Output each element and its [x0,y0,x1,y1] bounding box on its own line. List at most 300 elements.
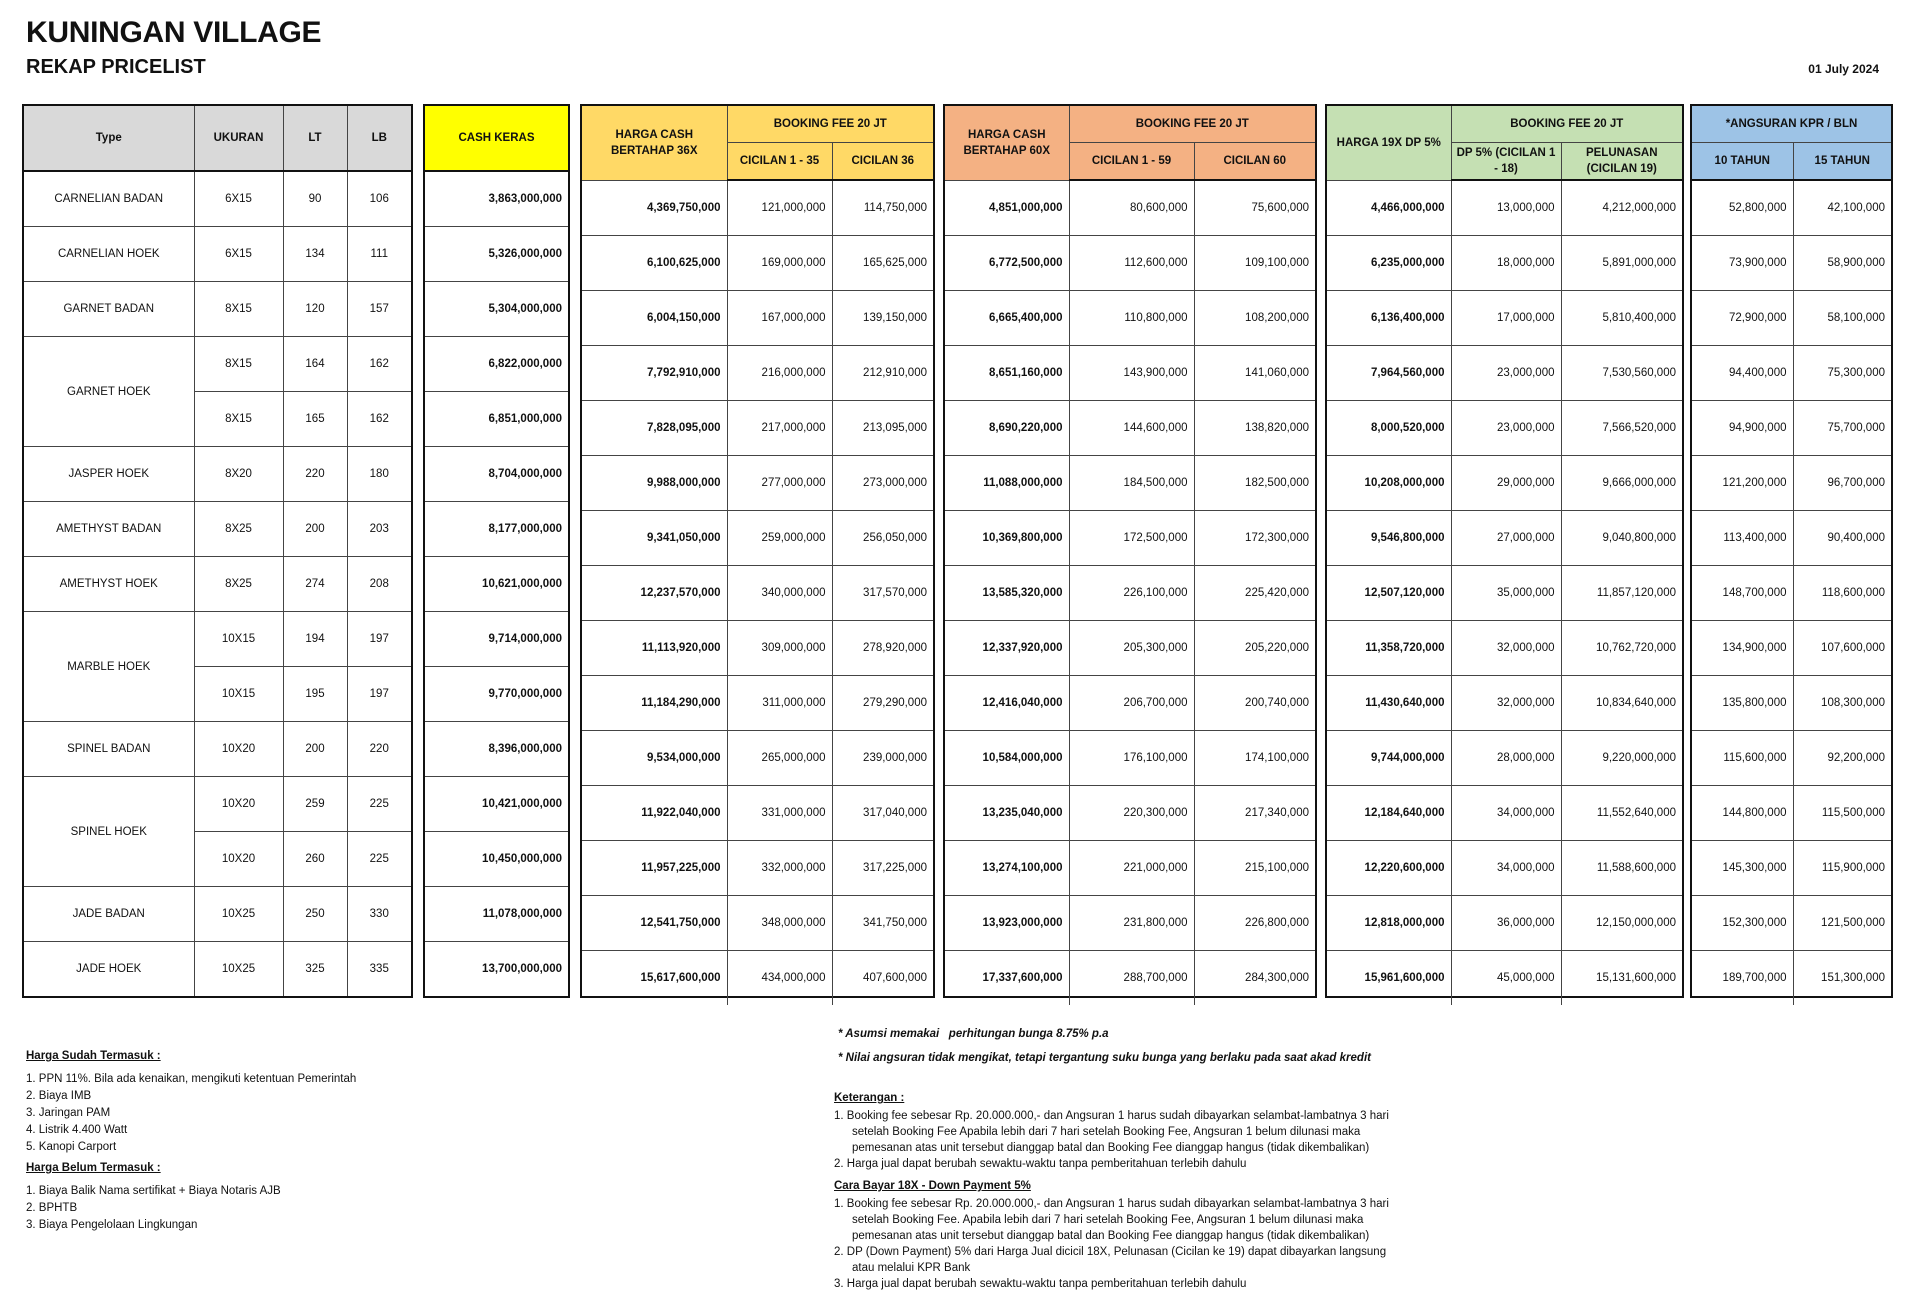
table-row [945,841,1315,896]
cell-15-tahun: 151,300,000 [1793,951,1891,1006]
cell-cicilan-1-35: 121,000,000 [727,180,832,236]
cell-pelunasan: 4,212,000,000 [1561,180,1682,236]
cell-10-tahun: 72,900,000 [1692,291,1793,346]
cell-lt: 165 [283,392,347,447]
table-row [1692,731,1891,786]
table-row [945,676,1315,731]
cell-15-tahun: 115,500,000 [1793,786,1891,841]
cell-15-tahun: 42,100,000 [1793,180,1891,236]
cell-harga-19x: 15,961,600,000 [1327,951,1451,1006]
table-row [24,942,411,997]
cell-lb: 162 [347,392,411,447]
table-row [24,337,411,392]
table-row [582,511,933,566]
cell-lt: 259 [283,777,347,832]
cell-15-tahun: 75,300,000 [1793,346,1891,401]
document-subtitle: REKAP PRICELIST [26,56,206,78]
cell-ukuran: 6X15 [194,227,283,282]
cell-15-tahun: 75,700,000 [1793,401,1891,456]
header-cash-keras: CASH KERAS [425,106,568,171]
cell-cicilan-1-59: 288,700,000 [1069,951,1194,1006]
header-cicilan-60: CICILAN 60 [1194,143,1315,181]
included-list [26,1071,356,1156]
cell-lb: 106 [347,171,411,227]
header-harga-60x: HARGA CASH BERTAHAP 60X [945,106,1069,180]
table-row [945,951,1315,1006]
cell-cicilan-36: 239,000,000 [832,731,933,786]
table-row [24,447,411,502]
kpr-body [1692,106,1891,1005]
cell-15-tahun: 108,300,000 [1793,676,1891,731]
cell-harga-36x: 9,341,050,000 [582,511,727,566]
list-item: 3. Jaringan PAM [26,1107,111,1119]
table-row [24,227,411,282]
cell-type: JADE BADAN [24,887,194,942]
cell-cicilan-60: 200,740,000 [1194,676,1315,731]
cell-type: JADE HOEK [24,942,194,997]
table-row [24,612,411,667]
footnote-interest: * Asumsi memakai perhitungan bunga 8.75% p.a [838,1028,1109,1040]
cell-ukuran: 8X20 [194,447,283,502]
table-row [1327,786,1682,841]
cell-dp-5: 36,000,000 [1451,896,1561,951]
cell-type: AMETHYST BADAN [24,502,194,557]
header-cicilan-1-59: CICILAN 1 - 59 [1069,143,1194,181]
table-row [582,786,933,841]
cell-cicilan-1-35: 311,000,000 [727,676,832,731]
list-item: 1. Biaya Balik Nama sertifikat + Biaya Notaris AJB [26,1185,281,1197]
cell-lb: 197 [347,612,411,667]
table-block-19x-dp [1325,104,1684,998]
cell-cicilan-60: 215,100,000 [1194,841,1315,896]
cell-harga-19x: 12,818,000,000 [1327,896,1451,951]
header-type: Type [24,106,194,171]
table-row [1327,456,1682,511]
header-booking-fee-19x: BOOKING FEE 20 JT [1451,106,1682,143]
cell-harga-60x: 13,585,320,000 [945,566,1069,621]
cell-harga-60x: 13,274,100,000 [945,841,1069,896]
cell-harga-19x: 6,235,000,000 [1327,236,1451,291]
cell-10-tahun: 144,800,000 [1692,786,1793,841]
cara-bayar-title: Cara Bayar 18X - Down Payment 5% [834,1180,1031,1192]
cell-cicilan-1-35: 167,000,000 [727,291,832,346]
cell-15-tahun: 115,900,000 [1793,841,1891,896]
header-ukuran: UKURAN [194,106,283,171]
table-row [24,171,411,227]
cell-cash-keras: 8,704,000,000 [425,447,568,502]
list-item: setelah Booking Fee Apabila lebih dari 7 hari setelah Booking Fee, Angsuran 1 belum dilunasi maka [852,1126,1361,1138]
cell-cicilan-60: 284,300,000 [1194,951,1315,1006]
cell-lt: 250 [283,887,347,942]
header-booking-fee-60x: BOOKING FEE 20 JT [1069,106,1315,143]
cell-pelunasan: 9,220,000,000 [1561,731,1682,786]
cell-type: SPINEL HOEK [24,777,194,887]
cash-36x-body [582,106,933,1005]
cell-ukuran: 10X20 [194,777,283,832]
cell-15-tahun: 118,600,000 [1793,566,1891,621]
table-row [425,447,568,502]
table-row [945,511,1315,566]
cell-cash-keras: 6,851,000,000 [425,392,568,447]
table-row [1692,786,1891,841]
cara-bayar-list [834,1196,1389,1292]
table-row [425,227,568,282]
cell-cash-keras: 5,326,000,000 [425,227,568,282]
cell-15-tahun: 121,500,000 [1793,896,1891,951]
cell-pelunasan: 11,588,600,000 [1561,841,1682,896]
list-item: 3. Biaya Pengelolaan Lingkungan [26,1219,198,1231]
cell-ukuran: 10X20 [194,832,283,887]
cell-15-tahun: 96,700,000 [1793,456,1891,511]
table-row [1327,180,1682,236]
cell-15-tahun: 107,600,000 [1793,621,1891,676]
table-row [1327,951,1682,1006]
table-row [1692,291,1891,346]
cell-dp-5: 34,000,000 [1451,841,1561,896]
cell-15-tahun: 90,400,000 [1793,511,1891,566]
cell-cash-keras: 8,177,000,000 [425,502,568,557]
cell-cicilan-60: 75,600,000 [1194,180,1315,236]
cell-dp-5: 28,000,000 [1451,731,1561,786]
header-cicilan-1-35: CICILAN 1 - 35 [727,143,832,181]
cell-type: MARBLE HOEK [24,612,194,722]
keterangan-list [834,1108,1389,1172]
included-title: Harga Sudah Termasuk : [26,1050,161,1062]
cell-cicilan-36: 279,290,000 [832,676,933,731]
cell-type: GARNET HOEK [24,337,194,447]
table-row [24,502,411,557]
list-item: 2. Biaya IMB [26,1090,92,1102]
cell-cicilan-36: 165,625,000 [832,236,933,291]
document-title: KUNINGAN VILLAGE [26,16,322,49]
cell-cicilan-60: 108,200,000 [1194,291,1315,346]
cell-pelunasan: 15,131,600,000 [1561,951,1682,1006]
cell-10-tahun: 152,300,000 [1692,896,1793,951]
cell-15-tahun: 58,100,000 [1793,291,1891,346]
cell-15-tahun: 58,900,000 [1793,236,1891,291]
table-row [1692,401,1891,456]
cell-10-tahun: 148,700,000 [1692,566,1793,621]
table-row [582,621,933,676]
table-row [425,171,568,227]
cell-cash-keras: 10,421,000,000 [425,777,568,832]
table-row [1692,621,1891,676]
cell-cicilan-1-59: 144,600,000 [1069,401,1194,456]
cell-dp-5: 17,000,000 [1451,291,1561,346]
cell-pelunasan: 5,891,000,000 [1561,236,1682,291]
cell-cicilan-1-35: 169,000,000 [727,236,832,291]
table-row [1692,841,1891,896]
cell-cicilan-60: 226,800,000 [1194,896,1315,951]
list-item: 1. Booking fee sebesar Rp. 20.000.000,- dan Angsuran 1 harus sudah dibayarkan selambat-lambatnya 3 hari [834,1110,1389,1122]
cell-dp-5: 13,000,000 [1451,180,1561,236]
table-row [582,236,933,291]
cell-cash-keras: 8,396,000,000 [425,722,568,777]
table-row [582,291,933,346]
cell-lt: 195 [283,667,347,722]
cell-cicilan-36: 114,750,000 [832,180,933,236]
table-row [945,291,1315,346]
cell-cicilan-36: 213,095,000 [832,401,933,456]
cell-lt: 325 [283,942,347,997]
cell-cicilan-60: 174,100,000 [1194,731,1315,786]
table-row [582,456,933,511]
cell-cicilan-1-35: 331,000,000 [727,786,832,841]
list-item: pemesanan atas unit tersebut dianggap batal dan Booking Fee dianggap hangus (tidak dikembalikan) [852,1142,1370,1154]
cell-cicilan-1-35: 309,000,000 [727,621,832,676]
cell-harga-36x: 12,541,750,000 [582,896,727,951]
cell-lb: 203 [347,502,411,557]
cell-cicilan-1-35: 265,000,000 [727,731,832,786]
list-item: pemesanan atas unit tersebut dianggap batal dan Booking Fee dianggap hangus (tidak dikembalikan) [852,1230,1370,1242]
cell-15-tahun: 92,200,000 [1793,731,1891,786]
footnote-disclaimer: * Nilai angsuran tidak mengikat, tetapi tergantung suku bunga yang berlaku pada saat akad kredit [838,1052,1371,1064]
cell-cicilan-1-59: 80,600,000 [1069,180,1194,236]
cell-cicilan-1-59: 176,100,000 [1069,731,1194,786]
cell-ukuran: 8X15 [194,282,283,337]
cell-cicilan-60: 217,340,000 [1194,786,1315,841]
table-row [24,777,411,832]
cell-10-tahun: 94,900,000 [1692,401,1793,456]
cell-dp-5: 45,000,000 [1451,951,1561,1006]
cell-harga-60x: 10,369,800,000 [945,511,1069,566]
cell-harga-19x: 11,430,640,000 [1327,676,1451,731]
list-item: 2. DP (Down Payment) 5% dari Harga Jual dicicil 18X, Pelunasan (Cicilan ke 19) dapat dibayarkan langsung [834,1246,1387,1258]
table-row [425,612,568,667]
cell-ukuran: 8X15 [194,337,283,392]
cell-cicilan-60: 138,820,000 [1194,401,1315,456]
cell-cicilan-1-59: 220,300,000 [1069,786,1194,841]
cell-harga-36x: 6,100,625,000 [582,236,727,291]
cell-cicilan-1-59: 110,800,000 [1069,291,1194,346]
cell-cicilan-1-35: 434,000,000 [727,951,832,1006]
cell-harga-19x: 8,000,520,000 [1327,401,1451,456]
cell-harga-19x: 9,744,000,000 [1327,731,1451,786]
cell-cicilan-36: 273,000,000 [832,456,933,511]
cell-cicilan-1-59: 206,700,000 [1069,676,1194,731]
cell-10-tahun: 189,700,000 [1692,951,1793,1006]
cell-ukuran: 10X25 [194,887,283,942]
cell-cicilan-1-59: 221,000,000 [1069,841,1194,896]
table-row [945,566,1315,621]
table-row [1692,566,1891,621]
table-row [945,401,1315,456]
table-row [582,346,933,401]
cell-10-tahun: 121,200,000 [1692,456,1793,511]
cell-harga-36x: 15,617,600,000 [582,951,727,1006]
list-item: 1. PPN 11%. Bila ada kenaikan, mengikuti ketentuan Pemerintah [26,1073,357,1085]
cell-harga-19x: 10,208,000,000 [1327,456,1451,511]
cell-harga-60x: 4,851,000,000 [945,180,1069,236]
header-lb: LB [347,106,411,171]
cell-cash-keras: 11,078,000,000 [425,887,568,942]
cell-cicilan-36: 341,750,000 [832,896,933,951]
cell-harga-60x: 6,772,500,000 [945,236,1069,291]
cell-cicilan-1-59: 172,500,000 [1069,511,1194,566]
cell-harga-19x: 12,220,600,000 [1327,841,1451,896]
table-row [425,722,568,777]
table-block-cash-60x [943,104,1317,998]
cell-cicilan-36: 256,050,000 [832,511,933,566]
cell-cash-keras: 10,621,000,000 [425,557,568,612]
cell-dp-5: 18,000,000 [1451,236,1561,291]
cell-10-tahun: 135,800,000 [1692,676,1793,731]
table-row [582,401,933,456]
cell-harga-36x: 4,369,750,000 [582,180,727,236]
table-row [945,621,1315,676]
cell-dp-5: 32,000,000 [1451,621,1561,676]
cell-harga-36x: 9,988,000,000 [582,456,727,511]
table-row [582,896,933,951]
cell-type: SPINEL BADAN [24,722,194,777]
cell-cicilan-1-59: 112,600,000 [1069,236,1194,291]
cell-cicilan-60: 172,300,000 [1194,511,1315,566]
table-row [1692,896,1891,951]
cell-lb: 208 [347,557,411,612]
cell-10-tahun: 94,400,000 [1692,346,1793,401]
cell-dp-5: 27,000,000 [1451,511,1561,566]
cell-harga-36x: 12,237,570,000 [582,566,727,621]
list-item: 1. Booking fee sebesar Rp. 20.000.000,- dan Angsuran 1 harus sudah dibayarkan selambat-lambatnya 3 hari [834,1198,1389,1210]
header-cicilan-36: CICILAN 36 [832,143,933,181]
table-row [945,456,1315,511]
cell-ukuran: 6X15 [194,171,283,227]
cell-harga-60x: 12,337,920,000 [945,621,1069,676]
cell-lt: 260 [283,832,347,887]
cell-cicilan-36: 278,920,000 [832,621,933,676]
cell-pelunasan: 9,666,000,000 [1561,456,1682,511]
cell-cicilan-1-35: 216,000,000 [727,346,832,401]
cell-cicilan-1-59: 205,300,000 [1069,621,1194,676]
list-item: 2. BPHTB [26,1202,78,1214]
table-row [1692,180,1891,236]
table-row [582,676,933,731]
header-harga-36x: HARGA CASH BERTAHAP 36X [582,106,727,180]
cell-10-tahun: 52,800,000 [1692,180,1793,236]
cell-harga-36x: 7,792,910,000 [582,346,727,401]
cell-ukuran: 10X20 [194,722,283,777]
table-row [425,282,568,337]
unit-info-body [24,106,411,996]
table-row [1327,346,1682,401]
kpr-footnotes [838,1022,1371,1070]
table-block-cash-36x [580,104,935,998]
cell-cicilan-1-35: 332,000,000 [727,841,832,896]
cell-harga-60x: 8,690,220,000 [945,401,1069,456]
table-row [1327,731,1682,786]
cell-lt: 164 [283,337,347,392]
cell-harga-60x: 11,088,000,000 [945,456,1069,511]
table-row [425,502,568,557]
table-row [945,346,1315,401]
header-10-tahun: 10 TAHUN [1692,143,1793,181]
cell-pelunasan: 7,530,560,000 [1561,346,1682,401]
table-row [1692,676,1891,731]
cell-pelunasan: 7,566,520,000 [1561,401,1682,456]
header-booking-fee-36x: BOOKING FEE 20 JT [727,106,933,143]
list-item: 4. Listrik 4.400 Watt [26,1124,128,1136]
cell-type: JASPER HOEK [24,447,194,502]
table-block-cash-keras [423,104,570,998]
cell-cicilan-36: 407,600,000 [832,951,933,1006]
list-item: 2. Harga jual dapat berubah sewaktu-waktu tanpa pemberitahuan terlebih dahulu [834,1158,1247,1170]
table-row [425,777,568,832]
cell-type: AMETHYST HOEK [24,557,194,612]
cell-ukuran: 8X25 [194,502,283,557]
table-row [1692,346,1891,401]
table-row [945,180,1315,236]
cell-harga-36x: 7,828,095,000 [582,401,727,456]
cell-lb: 225 [347,832,411,887]
cell-cicilan-36: 317,225,000 [832,841,933,896]
cell-lb: 162 [347,337,411,392]
cell-ukuran: 8X15 [194,392,283,447]
table-row [945,786,1315,841]
cell-cicilan-60: 182,500,000 [1194,456,1315,511]
cell-harga-19x: 12,507,120,000 [1327,566,1451,621]
cell-lb: 220 [347,722,411,777]
list-item: 5. Kanopi Carport [26,1141,117,1153]
cell-dp-5: 35,000,000 [1451,566,1561,621]
table-row [24,887,411,942]
cell-cicilan-36: 317,570,000 [832,566,933,621]
cell-harga-60x: 10,584,000,000 [945,731,1069,786]
table-row [945,896,1315,951]
keterangan-section [834,1090,1389,1292]
cell-dp-5: 23,000,000 [1451,401,1561,456]
cell-harga-36x: 11,184,290,000 [582,676,727,731]
cell-cicilan-36: 317,040,000 [832,786,933,841]
cell-lt: 120 [283,282,347,337]
cell-harga-60x: 12,416,040,000 [945,676,1069,731]
table-row [1327,896,1682,951]
cell-pelunasan: 11,857,120,000 [1561,566,1682,621]
cell-lb: 197 [347,667,411,722]
cell-cicilan-1-59: 231,800,000 [1069,896,1194,951]
cell-dp-5: 32,000,000 [1451,676,1561,731]
cell-lt: 90 [283,171,347,227]
cell-dp-5: 29,000,000 [1451,456,1561,511]
table-row [425,557,568,612]
cell-dp-5: 34,000,000 [1451,786,1561,841]
cell-cicilan-1-35: 348,000,000 [727,896,832,951]
table-row [425,392,568,447]
table-row [1327,236,1682,291]
cell-harga-60x: 8,651,160,000 [945,346,1069,401]
table-row [1327,566,1682,621]
table-row [425,832,568,887]
cell-cicilan-60: 141,060,000 [1194,346,1315,401]
cell-harga-19x: 6,136,400,000 [1327,291,1451,346]
cell-type: CARNELIAN BADAN [24,171,194,227]
excluded-list [26,1183,356,1234]
cell-cicilan-36: 139,150,000 [832,291,933,346]
cell-harga-19x: 7,964,560,000 [1327,346,1451,401]
list-item: setelah Booking Fee. Apabila lebih dari 7 hari setelah Booking Fee, Angsuran 1 belum dilunasi maka [852,1214,1364,1226]
cell-pelunasan: 12,150,000,000 [1561,896,1682,951]
cell-type: CARNELIAN HOEK [24,227,194,282]
cell-dp-5: 23,000,000 [1451,346,1561,401]
list-item: 3. Harga jual dapat berubah sewaktu-waktu tanpa pemberitahuan terlebih dahulu [834,1278,1247,1290]
cell-lb: 111 [347,227,411,282]
table-row [945,236,1315,291]
cell-harga-36x: 9,534,000,000 [582,731,727,786]
cell-harga-19x: 11,358,720,000 [1327,621,1451,676]
cell-harga-19x: 9,546,800,000 [1327,511,1451,566]
header-harga-19x: HARGA 19X DP 5% [1327,106,1451,180]
cell-pelunasan: 10,762,720,000 [1561,621,1682,676]
cell-cash-keras: 5,304,000,000 [425,282,568,337]
